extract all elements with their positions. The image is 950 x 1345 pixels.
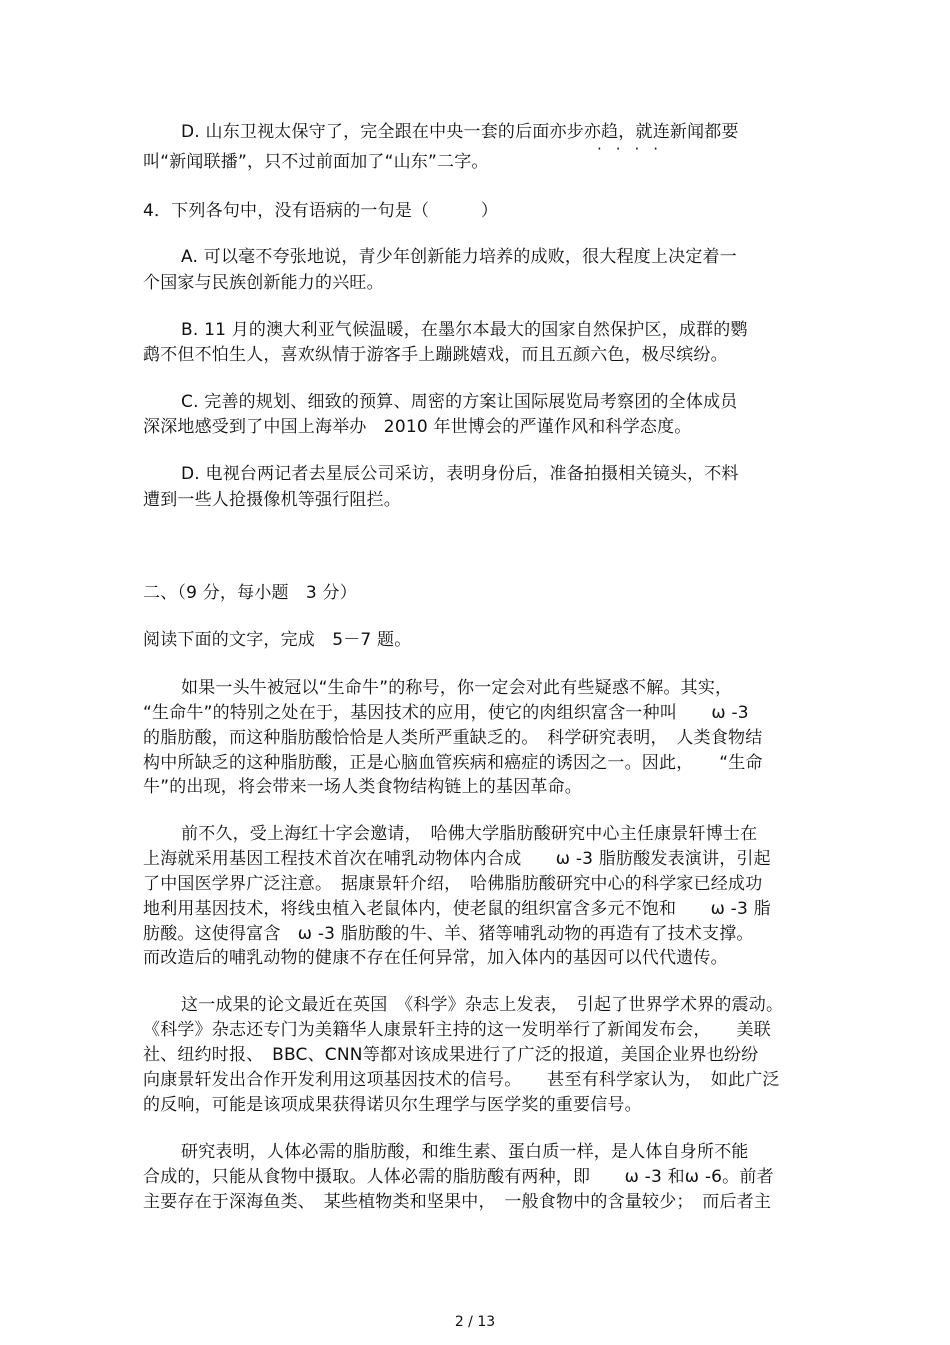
passage-p3-line-1: 这一成果的论文最近在英国 《科学》杂志上发表， 引起了世界学术界的震动。 (181, 995, 784, 1015)
option-b-line-2: 鹉不但不怕生人，喜欢纵情于游客手上蹦跳嬉戏，而且五颜六色，极尽缤纷。 (143, 345, 728, 365)
passage-p2-line-2: 上海就采用基因工程技术首次在哺乳动物体内合成 ω -3 脂肪酸发表演讲，引起 (143, 849, 771, 869)
option-a-line-2: 个国家与民族创新能力的兴旺。 (143, 273, 384, 293)
option-c-line-2: 深深地感受到了中国上海举办 2010 年世博会的严谨作风和科学态度。 (143, 417, 692, 437)
passage-p1-line-1: 如果一头牛被冠以“生命牛”的称号，你一定会对此有些疑惑不解。其实， (181, 678, 733, 698)
passage-p4-line-3: 主要存在于深海鱼类、 某些植物类和坚果中， 一般食物中的含量较少； 而后者主 (143, 1192, 772, 1212)
passage-p1-line-2: “生命牛”的特别之处在于，基因技术的应用，使它的肉组织富含一种叫 ω -3 (143, 703, 749, 723)
passage-p3-line-2: 《科学》杂志还专门为美籍华人康景轩主持的这一发明举行了新闻发布会， 美联 (143, 1020, 771, 1040)
passage-p2-line-5: 肪酸。这使得富含 ω -3 脂肪酸的牛、羊、猪等哺乳动物的再造有了技术支撑。 (143, 924, 754, 944)
emphasis-dots: ···· (597, 140, 673, 158)
passage-p1-line-4: 构中所缺乏的这种脂肪酸，正是心脑血管疾病和癌症的诱因之一。因此， “生命 (143, 753, 763, 773)
option-d2-line-2: 遭到一些人抢摄像机等强行阻拦。 (143, 490, 401, 510)
option-a-line-1: A. 可以毫不夸张地说，青少年创新能力培养的成败，很大程度上决定着一 (181, 247, 737, 267)
option-d-line-2: 叫“新闻联播”，只不过前面加了“山东”二字。 (143, 152, 489, 172)
passage-p2-line-4: 地利用基因技术，将线虫植入老鼠体内，使老鼠的组织富含多元不饱和 ω -3 脂 (143, 899, 771, 919)
passage-p1-line-3: 的脂肪酸，而这种脂肪酸恰恰是人类所严重缺乏的。 科学研究表明， 人类食物结 (143, 728, 763, 748)
page-number: 2 / 13 (454, 1314, 496, 1330)
option-b-line-1: B. 11 月的澳大利亚气候温暖，在墨尔本最大的国家自然保护区，成群的鹦 (181, 320, 748, 340)
option-c-line-1: C. 完善的规划、细致的预算、周密的方案让国际展览局考察团的全体成员 (181, 392, 738, 412)
passage-p2-line-1: 前不久，受上海红十字会邀请， 哈佛大学脂肪酸研究中心主任康景轩博士在 (181, 824, 758, 844)
question-4-stem: 4．下列各句中，没有语病的一句是（ ） (143, 201, 499, 221)
passage-p2-line-3: 了中国医学界广泛注意。 据康景轩介绍， 哈佛脂肪酸研究中心的科学家已经成功 (143, 874, 763, 894)
passage-p4-line-1: 研究表明，人体必需的脂肪酸，和维生素、蛋白质一样，是人体自身所不能 (181, 1142, 749, 1162)
reading-instruction: 阅读下面的文字，完成 5－7 题。 (143, 630, 412, 650)
passage-p4-line-2: 合成的，只能从食物中摄取。人体必需的脂肪酸有两种，即 ω -3 和ω -6。前者 (143, 1167, 774, 1187)
option-d2-line-1: D. 电视台两记者去星辰公司采访，表明身份后，准备拍摄相关镜头，不料 (181, 464, 739, 484)
passage-p1-line-5: 牛”的出现，将会带来一场人类食物结构链上的基因革命。 (143, 777, 583, 797)
passage-p3-line-5: 的反响，可能是该项成果获得诺贝尔生理学与医学奖的重要信号。 (143, 1095, 642, 1115)
option-d-line-1: D. 山东卫视太保守了，完全跟在中央一套的后面亦步亦趋，就连新闻都要 (181, 122, 739, 142)
section-heading: 二、（9 分，每小题 3 分） (143, 583, 357, 603)
passage-p3-line-4: 向康景轩发出合作开发利用这项基因技术的信号。 甚至有科学家认为， 如此广泛 (143, 1070, 780, 1090)
passage-p3-line-3: 社、纽约时报、 BBC、CNN等都对该成果进行了广泛的报道，美国企业界也纷纷 (143, 1045, 759, 1065)
passage-p2-line-6: 而改造后的哺乳动物的健康不存在任何异常，加入体内的基因可以代代遗传。 (143, 948, 728, 968)
